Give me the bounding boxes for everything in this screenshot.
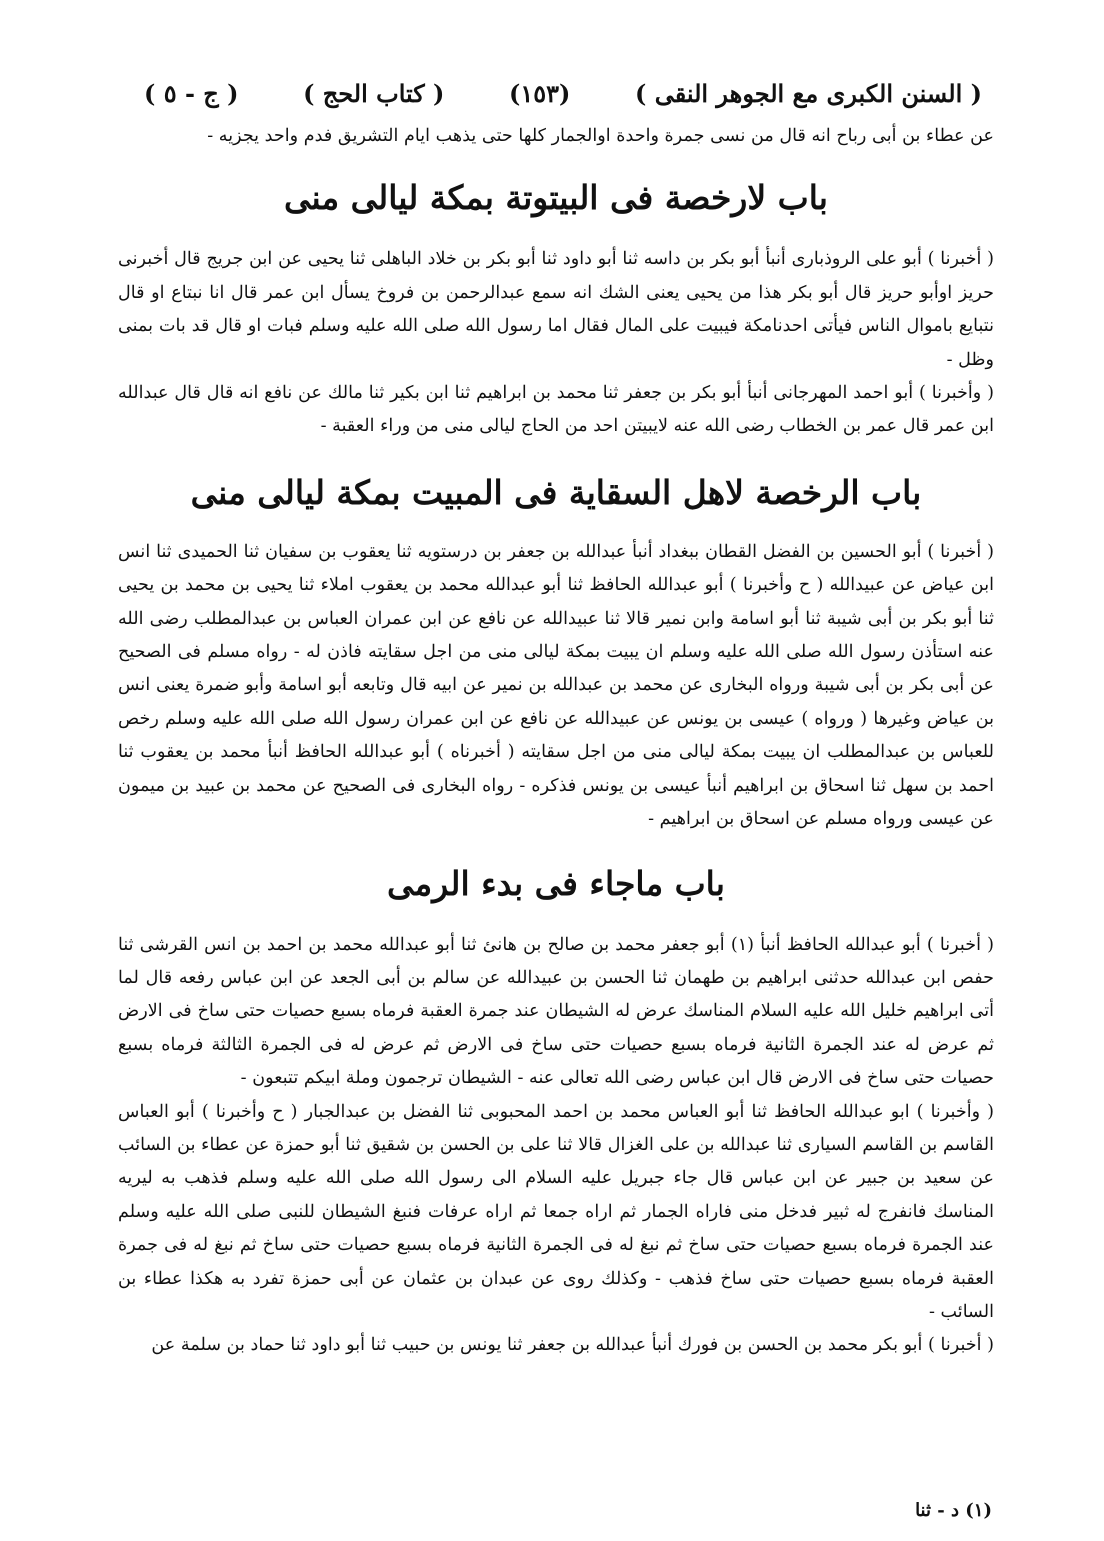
footnote: (١) د - ثنا (915, 1500, 992, 1521)
paragraph: ( أخبرنا ) أبو على الروذبارى أنبأ أبو بكر بن داسه ثنا أبو داود ثنا أبو بكر بن خلاد الباهلى ثنا يحيى عن ابن جريج قال أخبرنى حريز اوأبو حريز قال أبو بكر هذا من يحيى يعنى الشك انه سمع عبدالرحمن بن فروخ يسأل ابن عمر قال انا نبتاع او قال نتبايع باموال الناس فيأتى احدنامكة فيبيت على المال فقال اما رسول الله صلى الله عليه وسلم فبات او قال قد بات بمنى وظل - (118, 249, 994, 370)
document-page (118, 70, 994, 1363)
paragraph: ( وأخبرنا ) أبو احمد المهرجانى أنبأ أبو بكر بن جعفر ثنا محمد بن ابراهيم ثنا ابن بكير ثنا مالك عن نافع انه قال قال عبدالله ابن عمر قال عمر بن الخطاب رضى الله عنه لايبيتن احد من الحاج ليالى منى من وراء العقبة - (118, 383, 994, 437)
paragraph: ( أخبرنا ) أبو عبدالله الحافظ أنبأ (١) أبو جعفر محمد بن صالح بن هانئ ثنا أبو عبدالله محمد بن احمد بن انس القرشى ثنا حفص ابن عبدالله حدثنى ابراهيم بن طهمان ثنا الحسن بن عبيدالله عن سالم بن أبى الجعد عن ابن عباس رفعه قال لما أتى ابراهيم خليل الله عليه السلام المناسك عرض له الشيطان عند جمرة العقبة فرماه بسبع حصيات حتى ساخ فى الارض ثم عرض له عند الجمرة الثانية فرماه بسبع حصيات حتى ساخ فى الارض ثم عرض له فى الجمرة الثالثة فرماه بسبع حصيات حتى ساخ فى الارض قال ابن عباس رضى الله تعالى عنه - الشيطان ترجمون وملة ابيكم تتبعون - (118, 934, 995, 1089)
volume-number: ( ج - ٥ ) (144, 78, 239, 108)
running-header (118, 70, 994, 116)
paragraph: ( وأخبرنا ) ابو عبدالله الحافظ ثنا أبو العباس محمد بن احمد المحبوبى ثنا الفضل بن عبدالجبار ( ح وأخبرنا ) أبو العباس القاسم بن القاسم السيارى ثنا عبدالله بن على الغزال قالا ثنا على بن الحسن بن شقيق ثنا أبو حمزة عن عطاء بن السائب عن سعيد بن جبير عن ابن عباس قال جاء جبريل عليه السلام الى رسول الله صلى الله عليه وسلم فذهب به ليريه المناسك فانفرج له ثبير فدخل منى فاراه الجمار ثم اراه جمعا ثم اراه عرفات فنبغ الشيطان للنبى صلى الله عليه وسلم عند الجمرة فرماه بسبع حصيات حتى ساخ ثم نبغ له فى الجمرة الثانية فرماه بسبع حصيات حتى ساخ ثم نبغ له فى جمرة العقبة فرماه بسبع حصيات حتى ساخ فذهب - وكذلك روى عن عبدان بن عثمان عن أبى حمزة تفرد به هكذا عطاء بن السائب - (118, 1101, 994, 1322)
chapter-heading: باب الرخصة لاهل السقاية فى المبيت بمكة ليالى منى (190, 472, 922, 512)
book-title: ( السنن الكبرى مع الجوهر النقى ) (634, 78, 982, 108)
footnote-divider (118, 1490, 994, 1491)
paragraph: ( أخبرنا ) أبو بكر محمد بن الحسن بن فورك أنبأ عبدالله بن جعفر ثنا يونس بن حبيب ثنا أبو داود ثنا حماد بن سلمة عن (151, 1335, 994, 1356)
section-title: ( كتاب الحج ) (303, 78, 445, 108)
page-number: (١٥٣) (509, 78, 571, 108)
chapter-heading: باب ماجاء فى بدء الرمى (387, 863, 725, 903)
opening-paragraph: عن عطاء بن أبى رباح انه قال من نسى جمرة واحدة اوالجمار كلها حتى يذهب ايام التشريق فدم واحد يجزيه - (207, 126, 994, 146)
paragraph: ( أخبرنا ) أبو الحسين بن الفضل القطان ببغداد أنبأ عبدالله بن جعفر بن درستويه ثنا يعقوب بن سفيان ثنا الحميدى ثنا انس ابن عياض عن عبيدالله ( ح وأخبرنا ) أبو عبدالله الحافظ ثنا أبو عبدالله محمد بن يعقوب املاء ثنا يحيى بن محمد بن يحيى ثنا أبو بكر بن أبى شيبة ثنا أبو اسامة وابن نمير قالا ثنا عبيدالله عن نافع عن ابن عمران العباس بن عبدالمطلب رضى الله عنه استأذن رسول الله صلى الله عليه وسلم ان يبيت بمكة ليالى منى من اجل سقايته فاذن له - رواه مسلم فى الصحيح عن أبى بكر بن أبى شيبة ورواه البخارى عن محمد بن عبدالله بن نمير عن ابيه قال وتابعه أبو اسامة وأبو ضمرة يعنى انس بن عياض وغيرها ( ورواه ) عيسى بن يونس عن عبيدالله عن نافع عن ابن عمران رسول الله صلى الله عليه وسلم رخص للعباس بن عبدالمطلب ان يبيت بمكة ليالى منى من اجل سقايته ( أخبرناه ) أبو عبدالله الحافظ أنبأ محمد بن يعقوب ثنا احمد بن سهل ثنا اسحاق بن ابراهيم أنبأ عيسى بن يونس فذكره - رواه البخارى فى الصحيح عن محمد بن عبيد بن ميمون عن عيسى ورواه مسلم عن اسحاق بن ابراهيم - (118, 541, 994, 830)
chapter-heading: باب لارخصة فى البيتوتة بمكة ليالى منى (284, 178, 828, 218)
